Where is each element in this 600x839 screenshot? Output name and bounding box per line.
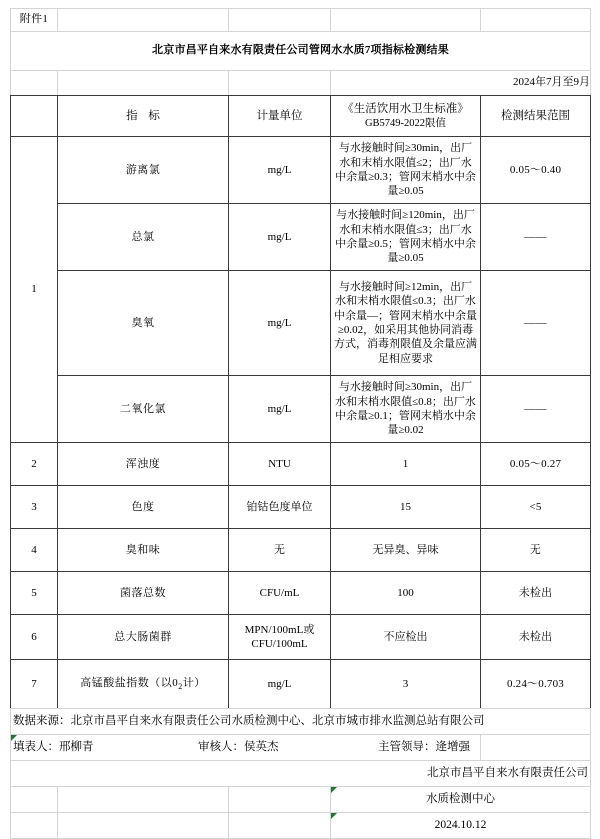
page-title: 北京市昌平自来水有限责任公司管网水水质7项指标检测结果 xyxy=(11,32,591,71)
empty-cell xyxy=(331,9,481,32)
report-period: 2024年7月至9月 xyxy=(331,71,591,96)
result-range: 0.24～0.703 xyxy=(481,660,591,709)
result-range: 0.05～0.27 xyxy=(481,443,591,486)
column-header-indicator-label: 指 标 xyxy=(126,109,164,122)
department-name-text: 水质检测中心 xyxy=(426,792,495,805)
indicator-name: 游离氯 xyxy=(58,137,229,204)
company-name: 北京市昌平自来水有限责任公司 xyxy=(11,761,591,787)
row-index-2: 2 xyxy=(11,443,58,486)
standard-limit: 与水接触时间≥30min，出厂水和末梢水限值≤2；出厂水中余量≥0.3；管网末梢水中余量≥0.05 xyxy=(331,137,481,204)
data-source-text: 数据来源：北京市昌平自来水有限责任公司水质检测中心、北京市城市排水监测总站有限公司 xyxy=(11,709,591,735)
indicator-name: 总氯 xyxy=(58,204,229,271)
indicator-unit: mg/L xyxy=(229,660,331,709)
unit-line-1: MPN/100mL或 xyxy=(244,623,315,636)
standard-code-line: GB5749-2022限值 xyxy=(364,117,447,129)
standard-limit: 3 xyxy=(331,660,481,709)
table-row xyxy=(11,271,591,376)
column-header-standard xyxy=(331,96,481,137)
document-header-table xyxy=(10,8,591,96)
indicator-name: 臭氧 xyxy=(58,271,229,376)
indicator-name: 总大肠菌群 xyxy=(58,615,229,660)
table-row xyxy=(11,660,591,709)
table-row xyxy=(11,486,591,529)
indicator-name-prefix: 高锰酸盐指数（以0 xyxy=(80,676,179,689)
result-range: —— xyxy=(481,204,591,271)
department-name xyxy=(331,787,591,813)
indicator-unit: mg/L xyxy=(229,137,331,204)
indicator-name: 二氧化氯 xyxy=(58,376,229,443)
table-row xyxy=(11,137,591,204)
empty-cell xyxy=(58,813,229,839)
column-header-indicator xyxy=(58,96,229,137)
row-index-5: 5 xyxy=(11,572,58,615)
empty-cell xyxy=(58,9,229,32)
report-date xyxy=(331,813,591,839)
empty-cell xyxy=(229,9,331,32)
table-row xyxy=(11,443,591,486)
standard-limit: 不应检出 xyxy=(331,615,481,660)
row-index-1: 1 xyxy=(11,137,58,443)
indicator-name: 臭和味 xyxy=(58,529,229,572)
indicator-name: 浑浊度 xyxy=(58,443,229,486)
preparer-label: 填表人：邢柳青 xyxy=(13,740,94,753)
result-range: —— xyxy=(481,271,591,376)
empty-cell xyxy=(11,813,58,839)
unit-line-2: CFU/100mL xyxy=(251,638,308,650)
table-header-row xyxy=(11,96,591,137)
table-row xyxy=(11,376,591,443)
signature-row xyxy=(11,735,591,761)
empty-cell xyxy=(481,9,591,32)
water-quality-table xyxy=(10,95,591,709)
empty-cell xyxy=(481,735,591,761)
table-row xyxy=(11,529,591,572)
reviewer-label: 审核人：侯英杰 xyxy=(198,740,279,753)
indicator-unit: CFU/mL xyxy=(229,572,331,615)
indicator-unit: mg/L xyxy=(229,376,331,443)
document-footer-table xyxy=(10,708,591,839)
result-range: 未检出 xyxy=(481,572,591,615)
empty-cell xyxy=(58,787,229,813)
report-date-text: 2024.10.12 xyxy=(434,818,487,831)
standard-title-line: 《生活饮用水卫生标准》 xyxy=(342,102,469,115)
indicator-name: 色度 xyxy=(58,486,229,529)
empty-cell xyxy=(11,71,58,96)
attachment-label: 附件1 xyxy=(11,9,58,32)
cell-error-marker-icon xyxy=(11,735,17,741)
indicator-name: 菌落总数 xyxy=(58,572,229,615)
standard-limit: 与水接触时间≥120min，出厂水和末梢水限值≤3；出厂水中余量≥0.5；管网末梢水中余量≥0.05 xyxy=(331,204,481,271)
cell-error-marker-icon xyxy=(331,813,337,819)
table-row xyxy=(11,615,591,660)
result-range: 无 xyxy=(481,529,591,572)
indicator-unit: mg/L xyxy=(229,204,331,271)
date-row xyxy=(11,813,591,839)
standard-limit: 与水接触时间≥12min，出厂水和末梢水限值≤0.3；出厂水中余量—；管网末梢水中余量≥0.02，如采用其他协同消毒方式，消毒剂限值及余量应满足相应要求 xyxy=(331,271,481,376)
empty-cell xyxy=(229,787,331,813)
empty-cell xyxy=(229,813,331,839)
department-row xyxy=(11,787,591,813)
standard-limit: 100 xyxy=(331,572,481,615)
period-row xyxy=(11,71,591,96)
result-range: 0.05～0.40 xyxy=(481,137,591,204)
result-range: 未检出 xyxy=(481,615,591,660)
indicator-unit: NTU xyxy=(229,443,331,486)
standard-limit: 1 xyxy=(331,443,481,486)
company-row xyxy=(11,761,591,787)
supervisor-label: 主管领导：逄增强 xyxy=(378,740,470,753)
row-index-7: 7 xyxy=(11,660,58,709)
indicator-unit: mg/L xyxy=(229,271,331,376)
row-index-4: 4 xyxy=(11,529,58,572)
row-index-6: 6 xyxy=(11,615,58,660)
attachment-row xyxy=(11,9,591,32)
signature-cell xyxy=(11,735,481,761)
column-header-result-range: 检测结果范围 xyxy=(481,96,591,137)
standard-limit: 15 xyxy=(331,486,481,529)
cell-error-marker-icon xyxy=(331,787,337,793)
empty-cell xyxy=(58,71,229,96)
result-range: <5 xyxy=(481,486,591,529)
indicator-unit: 无 xyxy=(229,529,331,572)
standard-limit: 与水接触时间≥30min，出厂水和末梢水限值≤0.8；出厂水中余量≥0.1；管网末梢水中余量≥0.02 xyxy=(331,376,481,443)
empty-cell xyxy=(11,787,58,813)
indicator-name-suffix: 计） xyxy=(182,676,206,689)
table-row xyxy=(11,204,591,271)
result-range: —— xyxy=(481,376,591,443)
column-header-index xyxy=(11,96,58,137)
column-header-unit: 计量单位 xyxy=(229,96,331,137)
indicator-unit xyxy=(229,615,331,660)
title-row xyxy=(11,32,591,71)
data-source-row xyxy=(11,709,591,735)
indicator-name xyxy=(58,660,229,709)
row-index-3: 3 xyxy=(11,486,58,529)
signature-group xyxy=(13,741,478,755)
standard-limit: 无异臭、异味 xyxy=(331,529,481,572)
indicator-name-subscript: 2 xyxy=(178,681,183,691)
empty-cell xyxy=(229,71,331,96)
table-row xyxy=(11,572,591,615)
indicator-unit: 铂钴色度单位 xyxy=(229,486,331,529)
